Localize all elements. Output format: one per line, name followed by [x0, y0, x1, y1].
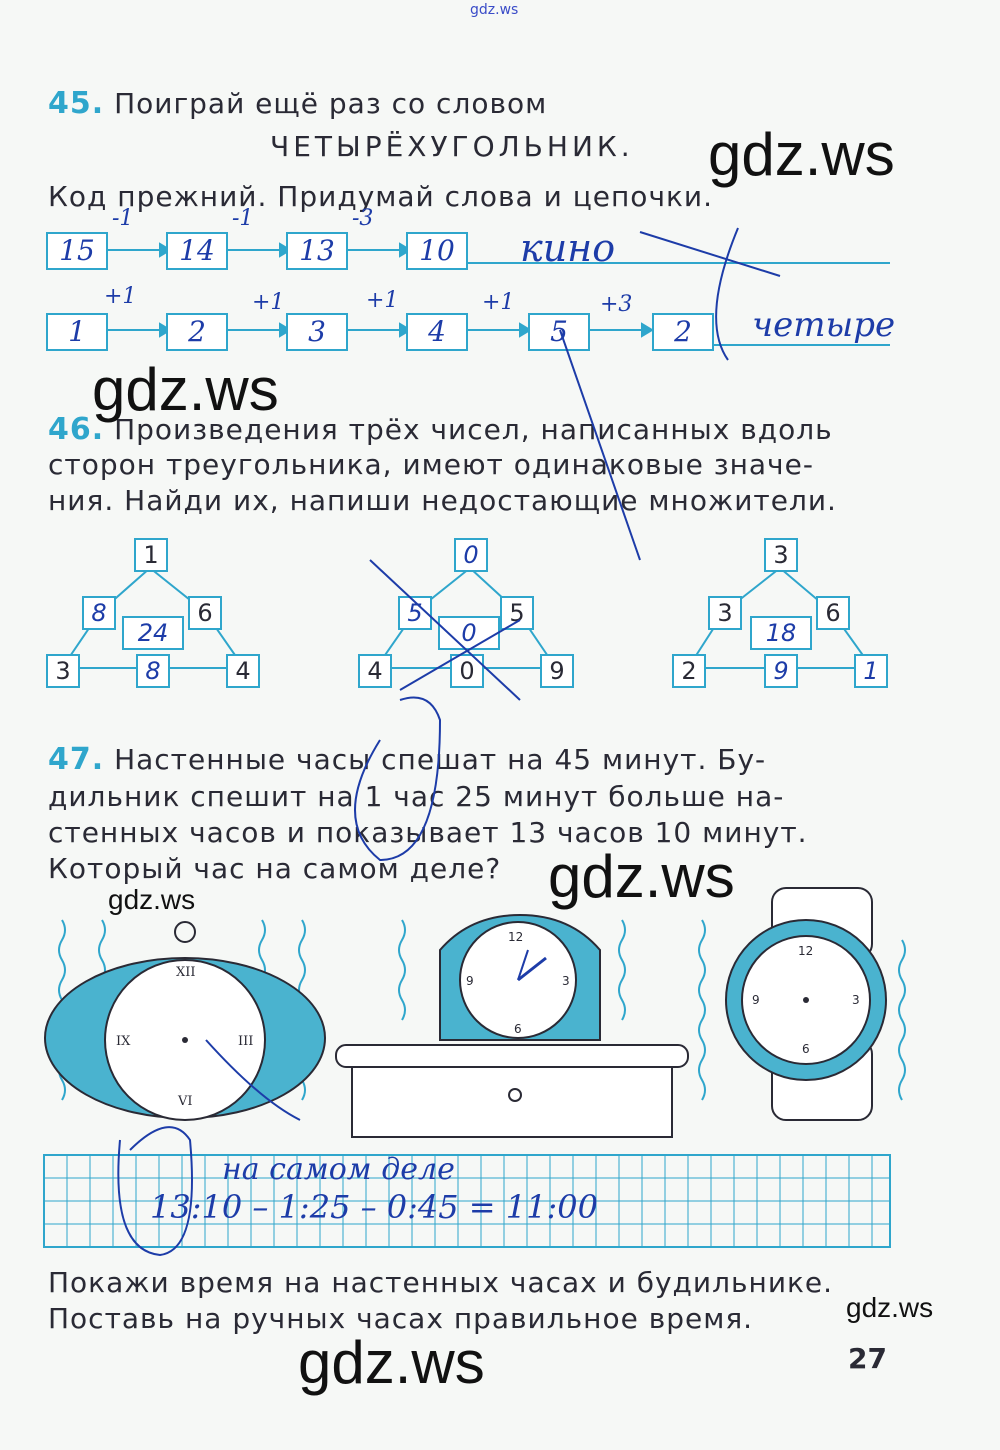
tri2-bottom-mid: 0: [450, 654, 484, 688]
ex45-row1-box: 15: [46, 232, 108, 270]
table-clock-numeral: 3: [562, 974, 570, 988]
ex45-row2-box: 5: [528, 313, 590, 351]
page-number: 27: [848, 1342, 887, 1375]
tri3-left: 3: [708, 596, 742, 630]
ex45-row1-op: -3: [352, 206, 374, 231]
tri1-bottom-left: 3: [46, 654, 80, 688]
tri3-center: 18: [750, 616, 812, 650]
ex45-row2-answer: четыре: [752, 305, 896, 345]
watermark: gdz.ws: [846, 1292, 934, 1323]
ex45-row1-op: -1: [112, 206, 134, 231]
ex45-row2-op: +1: [104, 284, 137, 309]
table-clock-numeral: 12: [508, 930, 524, 944]
tri1-left: 8: [82, 596, 116, 630]
ex47-number: 47.: [48, 742, 105, 777]
watermark: gdz.ws: [548, 843, 735, 910]
ex45-word: ЧЕТЫРЁХУГОЛЬНИК.: [270, 130, 634, 163]
ex45-row2-box: 1: [46, 313, 108, 351]
ex46-line1: Произведения трёх чисел, написанных вдоль: [114, 413, 833, 446]
watch-numeral: 6: [802, 1042, 810, 1056]
ex45-row2-op: +3: [600, 292, 633, 317]
tri2-left: 5: [398, 596, 432, 630]
ex45-row1-op: -1: [232, 206, 254, 231]
watch-numeral: 3: [852, 993, 860, 1007]
ex46-line3: ния. Найди их, напиши недостающие множители.: [48, 484, 837, 517]
ex47-line3: стенных часов и показывает 13 часов 10 минут.: [48, 816, 808, 849]
watch-numeral: 9: [752, 993, 760, 1007]
ex47-hand-line2: 13:10 – 1:25 – 0:45 = 11:00: [150, 1188, 598, 1226]
watermark: gdz.ws: [298, 1329, 485, 1396]
wall-clock-numeral: VI: [178, 1094, 193, 1109]
ex45-row2-box: 2: [652, 313, 714, 351]
table-clock-numeral: 9: [466, 974, 474, 988]
tri1-bottom-mid: 8: [136, 654, 170, 688]
tri3-right: 6: [816, 596, 850, 630]
ex47-hand-line1: на самом деле: [222, 1152, 455, 1187]
ex45-row2-box: 4: [406, 313, 468, 351]
tri1-right: 6: [188, 596, 222, 630]
tri2-center: 0: [438, 616, 500, 650]
ex47-bottom2: Поставь на ручных часах правильное время.: [48, 1302, 754, 1335]
tri2-right: 5: [500, 596, 534, 630]
top-site-label: gdz.ws: [470, 2, 519, 18]
watch-numeral: 12: [798, 944, 814, 958]
tri3-top: 3: [764, 538, 798, 572]
ex47-bottom1: Покажи время на настенных часах и будильнике.: [48, 1266, 834, 1299]
ex45-row2-op: +1: [366, 288, 399, 313]
tri1-top: 1: [134, 538, 168, 572]
ex46-number: 46.: [48, 412, 105, 447]
ex46-line2: сторон треугольника, имеют одинаковые значе-: [48, 448, 814, 481]
ex45-row1-box: 14: [166, 232, 228, 270]
ex45-line2: Код прежний. Придумай слова и цепочки.: [48, 180, 713, 213]
tri1-bottom-right: 4: [226, 654, 260, 688]
ex45-row2-op: +1: [482, 290, 515, 315]
ex45-line1: Поиграй ещё раз со словом: [114, 87, 548, 120]
tri3-bottom-left: 2: [672, 654, 706, 688]
tri2-top: 0: [454, 538, 488, 572]
wall-clock-numeral: III: [238, 1034, 254, 1049]
tri1-center: 24: [122, 616, 184, 650]
ex45-row2-op: +1: [252, 290, 285, 315]
wall-clock-numeral: XII: [176, 965, 196, 980]
watermark: gdz.ws: [708, 121, 895, 188]
ex45-row1-box: 10: [406, 232, 468, 270]
table-clock-numeral: 6: [514, 1022, 522, 1036]
tri3-bottom-mid: 9: [764, 654, 798, 688]
tri2-bottom-right: 9: [540, 654, 574, 688]
tri3-bottom-right: 1: [854, 654, 888, 688]
ex47-line4: Который час на самом деле?: [48, 852, 502, 885]
ex45-row2-box: 2: [166, 313, 228, 351]
ex45-number: 45.: [48, 86, 105, 121]
ex45-row1-answer: кино: [520, 226, 616, 270]
ex45-row2-box: 3: [286, 313, 348, 351]
wall-clock-numeral: IX: [116, 1034, 131, 1049]
ex47-line1: Настенные часы спешат на 45 минут. Бу-: [114, 743, 767, 776]
watermark: gdz.ws: [108, 884, 196, 915]
ex45-row1-box: 13: [286, 232, 348, 270]
ex47-line2: дильник спешит на 1 час 25 минут больше на-: [48, 780, 785, 813]
tri2-bottom-left: 4: [358, 654, 392, 688]
watermark: gdz.ws: [92, 356, 279, 423]
